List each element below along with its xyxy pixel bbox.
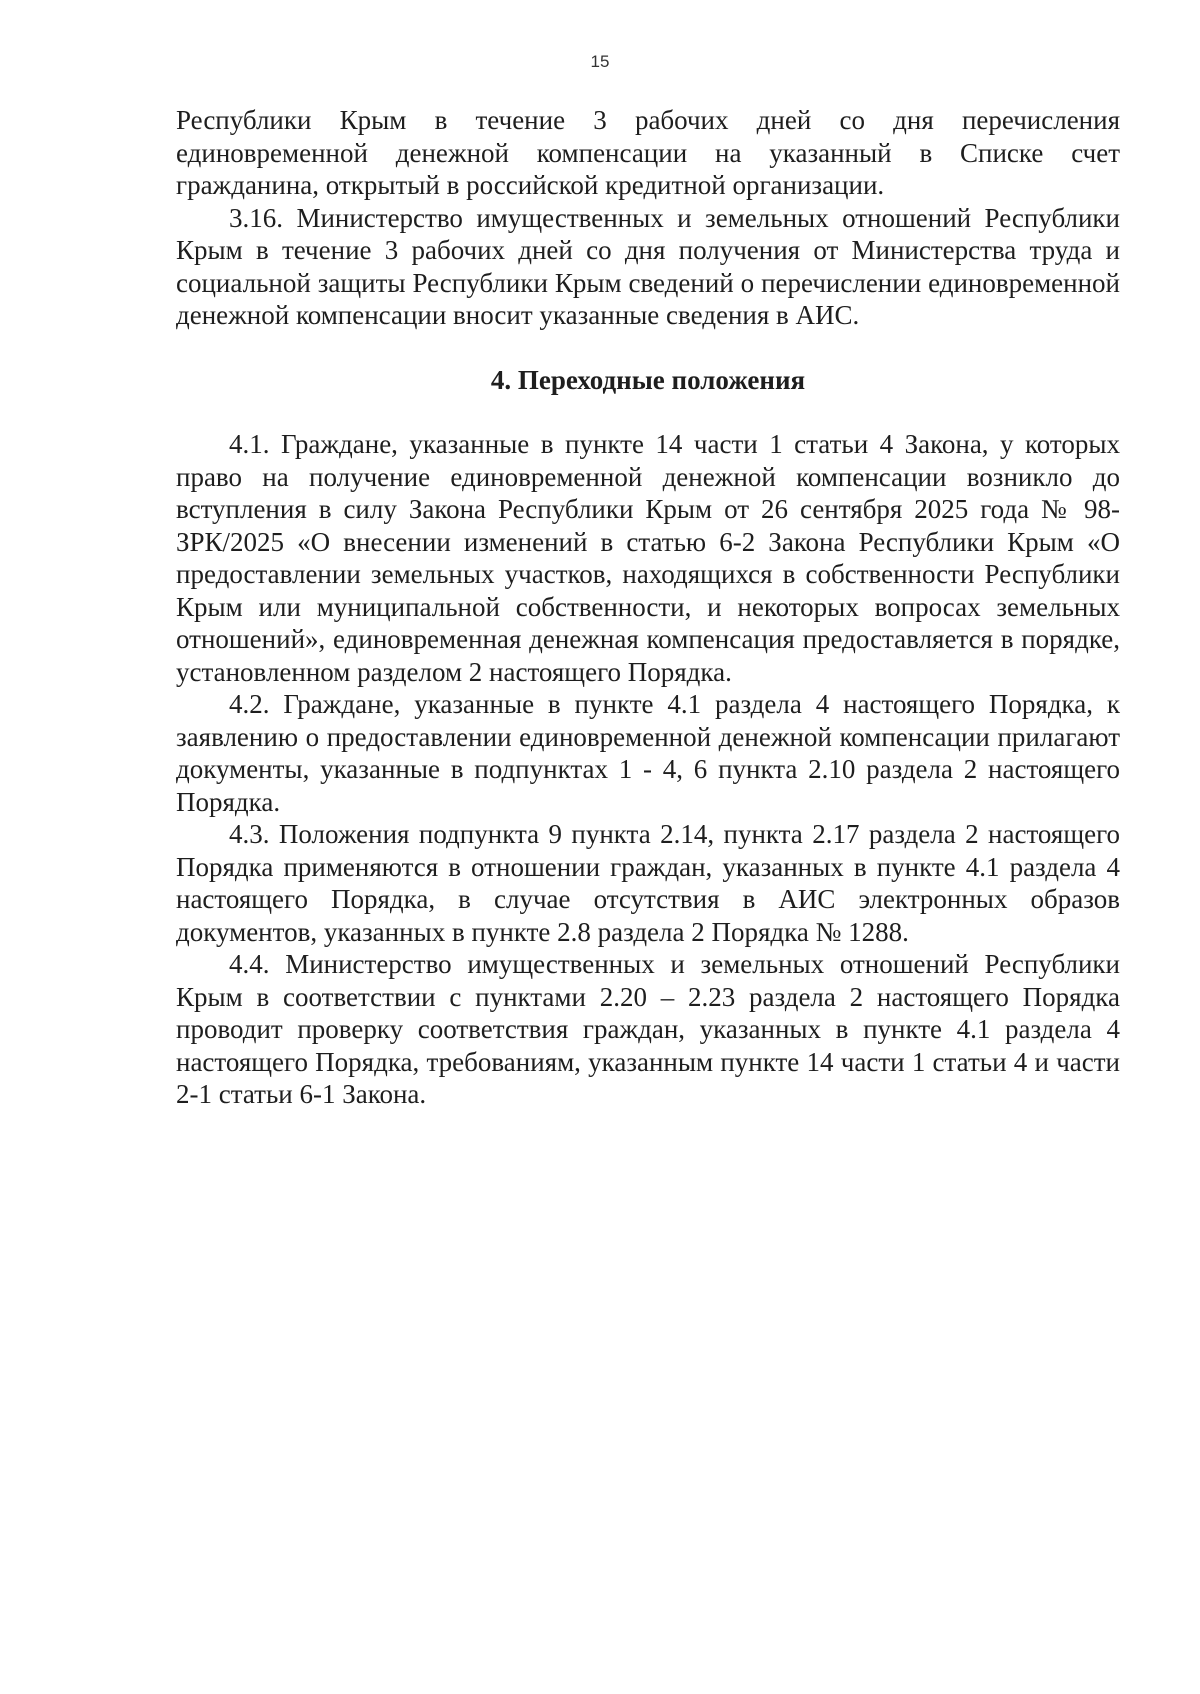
paragraph-4-4: 4.4. Министерство имущественных и земельных отношений Республики Крым в соответствии с пунктами 2.20 – 2.23 раздела 2 настоящего Порядка проводит проверку соответствия граждан, указанных в пункте 4.1 раздела 4 настоящего Порядка, требованиям, указанным пункте 14 части 1 статьи 4 и части 2-1 статьи 6-1 Закона. — [176, 949, 1120, 1109]
paragraph-4-1: 4.1. Граждане, указанные в пункте 14 части 1 статьи 4 Закона, у которых право на получение единовременной денежной компенсации возникло до вступления в силу Закона Республики Крым от 26 сентября 2025 года № 98-ЗРК/2025 «О внесении изменений в статью 6-2 Закона Республики Крым «О предоставлении земельных участков, находящихся в собственности Республики Крым или муниципальной собственности, и некоторых вопросах земельных отношений», единовременная денежная компенсация предоставляется в порядке, установленном разделом 2 настоящего Порядка. — [176, 429, 1120, 687]
paragraph-continuation: Республики Крым в течение 3 рабочих дней со дня перечисления единовременной денежной компенсации на указанный в Списке счет гражданина, открытый в российской кредитной организации. — [176, 105, 1120, 200]
paragraph-4-2: 4.2. Граждане, указанные в пункте 4.1 раздела 4 настоящего Порядка, к заявлению о предоставлении единовременной денежной компенсации прилагают документы, указанные в подпунктах 1 - 4, 6 пункта 2.10 раздела 2 настоящего Порядка. — [176, 689, 1120, 817]
paragraph-3-16: 3.16. Министерство имущественных и земельных отношений Республики Крым в течение 3 рабочих дней со дня получения от Министерства труда и социальной защиты Республики Крым сведений о перечислении единовременной денежной компенсации вносит указанные сведения в АИС. — [176, 202, 1120, 330]
paragraph-4-3: 4.3. Положения подпункта 9 пункта 2.14, пункта 2.17 раздела 2 настоящего Порядка применяются в отношении граждан, указанных в пункте 4.1 раздела 4 настоящего Порядка, в случае отсутствия в АИС электронных образов документов, указанных в пункте 2.8 раздела 2 Порядка № 1288. — [176, 819, 1120, 947]
section-heading: 4. Переходные положения — [490, 364, 806, 395]
document-body — [176, 104, 1120, 1111]
page-number: 15 — [590, 52, 610, 71]
